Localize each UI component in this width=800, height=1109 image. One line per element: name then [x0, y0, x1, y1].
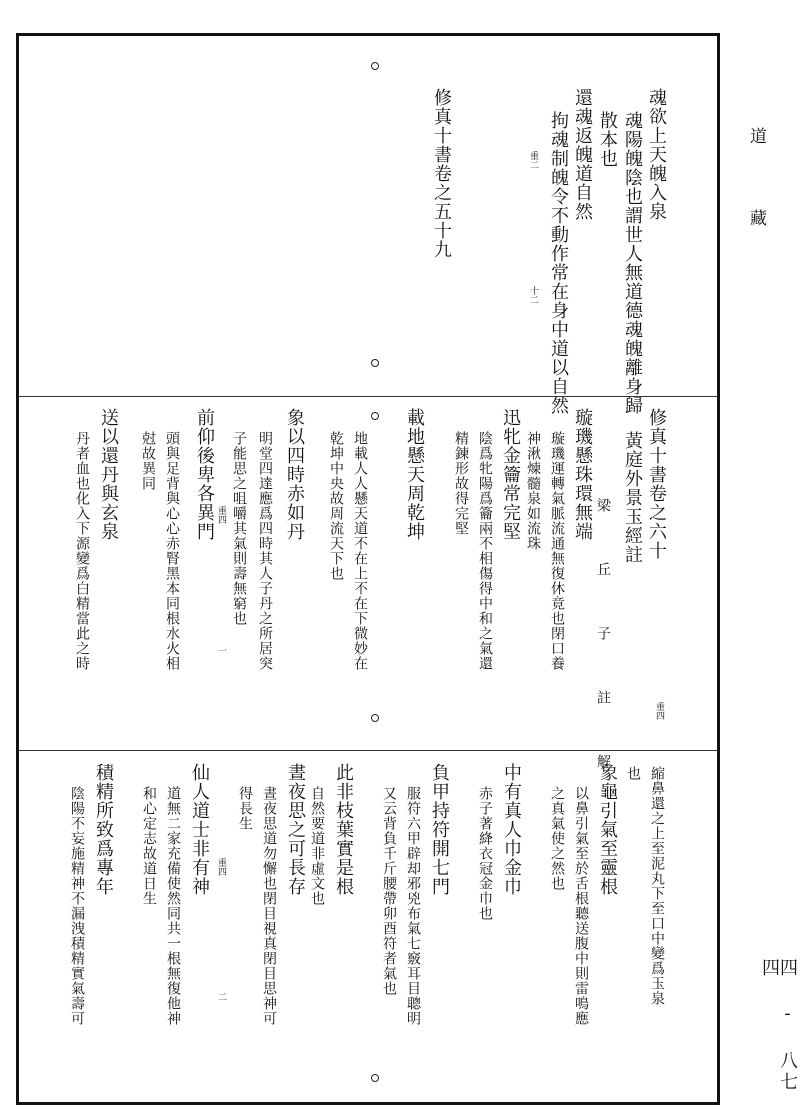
commentary-column: 陰爲牝陽爲籥兩不相傷得中和之氣還 [477, 431, 493, 671]
margin-mark: 重四 [216, 506, 226, 524]
commentary-column: 以鼻引氣至於舌根聽送腹中則雷鳴應 [573, 786, 589, 1026]
commentary-column: 頭與足背與心心赤腎黑本同根水火相 [164, 431, 180, 671]
text-column: 散本也 [597, 111, 618, 168]
text-column: 積精所致爲專年 [93, 763, 114, 896]
commentary-column: 子能思之咀嚼其氣則壽無窮也 [231, 431, 247, 626]
commentary-column: 璇璣運轉氣脈流通無復休竟也閉口養 [549, 431, 565, 671]
text-column: 拘魂制魄令不動作常在身中道以自然 [548, 111, 569, 415]
circle-mark [371, 714, 379, 722]
text-column: 負甲持符開七門 [429, 763, 450, 896]
margin-mark: 重二 [528, 151, 538, 169]
commentary-column: 乾坤中央故周流天下也 [328, 431, 344, 581]
margin-mark: 二 [216, 992, 226, 1001]
margin-mark: 重四 [216, 858, 226, 876]
margin-mark: 重四 [654, 702, 664, 720]
text-column: 象以四時赤如丹 [284, 408, 305, 541]
text-column: 魂陽魄陰也謂世人無道德魂魄離身歸 [622, 111, 643, 415]
text-column: 迅牝金籥常完堅 [500, 408, 521, 541]
section-divider [19, 750, 717, 751]
text-column: 還魂返魄道自然 [572, 88, 593, 221]
circle-mark [371, 412, 379, 420]
commentary-column: 縮鼻還之上至泥丸下至口中變爲玉泉 [649, 766, 665, 1006]
text-column: 送以還丹與玄泉 [98, 408, 119, 541]
commentary-column: 精鍊形故得完堅 [453, 431, 469, 536]
circle-mark [371, 359, 379, 367]
section-divider [19, 396, 717, 397]
text-column: 中有真人巾金巾 [501, 763, 522, 896]
margin-mark: 一 [216, 646, 226, 655]
text-column: 仙人道士非有神 [189, 763, 210, 896]
commentary-column: 赤子著絳衣冠金巾也 [477, 786, 493, 921]
commentary-column: 晝夜思道勿懈也閉目視真閉目思神可 [261, 786, 277, 1026]
circle-mark [371, 1074, 379, 1082]
text-column: 璇璣懸珠環無端 [572, 408, 593, 541]
text-column: 前仰後卑各異門 [194, 408, 215, 541]
commentary-column: 得長生 [237, 786, 253, 831]
commentary-column: 服符六甲辟却邪兇布氣七竅耳目聰明 [405, 786, 421, 1026]
circle-mark [371, 62, 379, 70]
commentary-column: 神湫煉髓泉如流珠 [525, 431, 541, 551]
commentator-line: 梁 丘 子 註 解 [595, 498, 611, 785]
commentary-column: 自然要道非虛文也 [309, 786, 325, 906]
commentary-column: 之真氣使之然也 [549, 786, 565, 891]
margin-mark: 十二 [528, 286, 538, 304]
folio-number: 四 - 八七四 [759, 958, 798, 1093]
text-column: 載地懸天周乾坤 [404, 408, 425, 541]
commentary-column: 地載人人懸天道不在上不在下微妙在 [352, 431, 368, 671]
commentary-column: 和心定志故道日生 [141, 786, 157, 906]
commentary-column: 尅故異同 [140, 431, 156, 491]
text-column: 晝夜思之可長存 [285, 763, 306, 896]
commentary-column: 又云背負千斤腰帶卯酉符者氣也 [381, 786, 397, 996]
text-column: 魂欲上天魄入泉 [646, 88, 667, 221]
text-column: 象龜引氣至靈根 [597, 763, 618, 896]
volume-end-title: 修真十書卷之五十九 [431, 88, 452, 259]
side-label-zang: 藏 [750, 209, 767, 229]
scripture-title: 黃庭外景玉經註 [622, 431, 643, 564]
commentary-column: 也 [625, 766, 641, 781]
volume-title: 修真十書卷之六十 [646, 408, 667, 560]
commentary-column: 陰陽不妄施精神不漏洩積精實氣壽可 [69, 786, 85, 1026]
page-frame [16, 33, 720, 1105]
commentary-column: 丹者血也化入下源變爲白精當此之時 [74, 431, 90, 671]
side-label-dao: 道 [750, 127, 767, 147]
commentary-column: 明堂四達應爲四時其人子丹之所居突 [257, 431, 273, 671]
commentary-column: 道無二家充備使然同共一根無復他神 [165, 786, 181, 1026]
text-column: 此非枝葉實是根 [333, 763, 354, 896]
